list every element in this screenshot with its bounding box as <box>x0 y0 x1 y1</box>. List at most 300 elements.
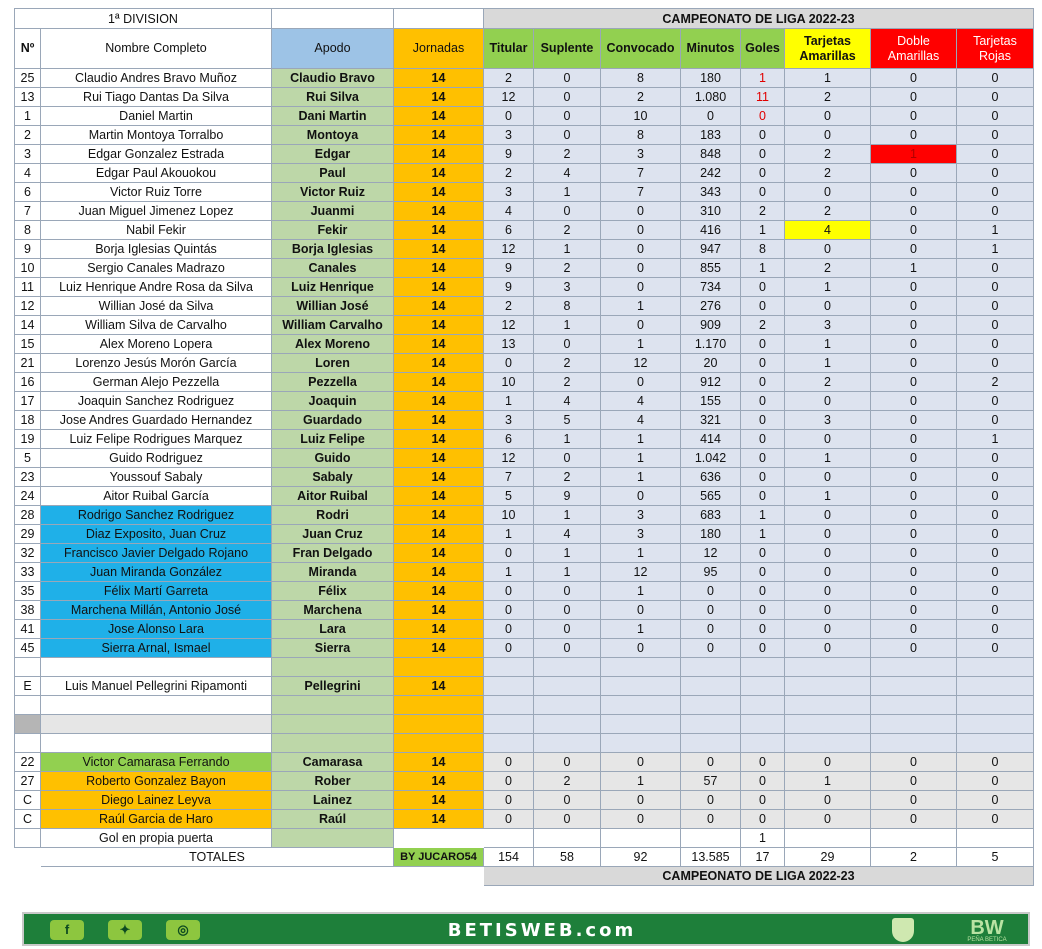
minutos-cell[interactable]: 683 <box>681 506 741 525</box>
empty-cell[interactable] <box>41 715 272 734</box>
suplente-cell[interactable]: 2 <box>534 259 601 278</box>
player-apodo[interactable]: Miranda <box>272 563 394 582</box>
totals-label[interactable]: TOTALES <box>41 848 394 867</box>
suplente-cell[interactable]: 2 <box>534 772 601 791</box>
amarillas-cell[interactable]: 2 <box>785 88 871 107</box>
player-apodo[interactable]: Willian José <box>272 297 394 316</box>
empty-cell[interactable] <box>394 9 484 29</box>
player-jornadas[interactable]: 14 <box>394 373 484 392</box>
goles-cell[interactable]: 0 <box>741 487 785 506</box>
player-full-name[interactable]: Willian José da Silva <box>41 297 272 316</box>
amarillas-cell[interactable]: 0 <box>785 620 871 639</box>
titular-cell[interactable]: 10 <box>484 506 534 525</box>
player-apodo[interactable]: Sierra <box>272 639 394 658</box>
goles-cell[interactable]: 2 <box>741 316 785 335</box>
player-jornadas[interactable]: 14 <box>394 582 484 601</box>
titular-cell[interactable]: 4 <box>484 202 534 221</box>
suplente-cell[interactable]: 0 <box>534 753 601 772</box>
convocado-cell[interactable]: 0 <box>601 753 681 772</box>
amarillas-cell[interactable]: 1 <box>785 335 871 354</box>
player-jornadas[interactable]: 14 <box>394 544 484 563</box>
player-number[interactable]: 25 <box>15 69 41 88</box>
col-header-minutos[interactable]: Minutos <box>681 29 741 69</box>
amarillas-cell[interactable]: 0 <box>785 183 871 202</box>
goles-cell[interactable]: 0 <box>741 354 785 373</box>
player-number[interactable]: C <box>15 791 41 810</box>
suplente-cell[interactable]: 1 <box>534 506 601 525</box>
rojas-cell[interactable]: 0 <box>957 487 1034 506</box>
titular-cell[interactable]: 13 <box>484 335 534 354</box>
doble-amarillas-cell[interactable]: 0 <box>871 753 957 772</box>
minutos-cell[interactable]: 276 <box>681 297 741 316</box>
rojas-cell[interactable]: 1 <box>957 221 1034 240</box>
player-jornadas[interactable]: 14 <box>394 69 484 88</box>
player-jornadas[interactable]: 14 <box>394 354 484 373</box>
amarillas-cell[interactable]: 2 <box>785 145 871 164</box>
titular-cell[interactable]: 6 <box>484 430 534 449</box>
titular-cell[interactable]: 12 <box>484 316 534 335</box>
empty-cell[interactable] <box>41 867 272 886</box>
player-full-name[interactable]: Claudio Andres Bravo Muñoz <box>41 69 272 88</box>
minutos-cell[interactable]: 947 <box>681 240 741 259</box>
goles-cell[interactable]: 0 <box>741 810 785 829</box>
doble-amarillas-cell[interactable]: 0 <box>871 392 957 411</box>
amarillas-cell[interactable]: 0 <box>785 582 871 601</box>
empty-cell[interactable] <box>394 696 484 715</box>
goles-cell[interactable]: 0 <box>741 639 785 658</box>
empty-cell[interactable] <box>534 658 601 677</box>
player-number[interactable]: 14 <box>15 316 41 335</box>
player-full-name[interactable]: Francisco Javier Delgado Rojano <box>41 544 272 563</box>
goles-cell[interactable]: 0 <box>741 411 785 430</box>
amarillas-cell[interactable]: 0 <box>785 240 871 259</box>
player-jornadas[interactable]: 14 <box>394 297 484 316</box>
minutos-cell[interactable]: 0 <box>681 753 741 772</box>
empty-cell[interactable] <box>534 829 601 848</box>
titular-cell[interactable]: 12 <box>484 240 534 259</box>
convocado-cell[interactable]: 2 <box>601 88 681 107</box>
player-apodo[interactable]: Paul <box>272 164 394 183</box>
minutos-cell[interactable]: 0 <box>681 107 741 126</box>
minutos-cell[interactable]: 95 <box>681 563 741 582</box>
doble-amarillas-cell[interactable]: 0 <box>871 468 957 487</box>
empty-cell[interactable] <box>41 696 272 715</box>
player-jornadas[interactable]: 14 <box>394 259 484 278</box>
convocado-cell[interactable]: 1 <box>601 582 681 601</box>
rojas-cell[interactable]: 0 <box>957 506 1034 525</box>
empty-cell[interactable] <box>957 696 1034 715</box>
minutos-cell[interactable]: 565 <box>681 487 741 506</box>
player-apodo[interactable]: Lainez <box>272 791 394 810</box>
suplente-cell[interactable]: 2 <box>534 145 601 164</box>
player-apodo[interactable]: Joaquin <box>272 392 394 411</box>
titular-cell[interactable]: 9 <box>484 278 534 297</box>
doble-amarillas-cell[interactable]: 0 <box>871 620 957 639</box>
convocado-cell[interactable]: 7 <box>601 183 681 202</box>
empty-cell[interactable] <box>15 848 41 867</box>
empty-cell[interactable] <box>15 734 41 753</box>
amarillas-cell[interactable]: 0 <box>785 544 871 563</box>
rojas-cell[interactable]: 0 <box>957 335 1034 354</box>
doble-amarillas-cell[interactable]: 0 <box>871 354 957 373</box>
titular-cell[interactable]: 0 <box>484 791 534 810</box>
player-jornadas[interactable]: 14 <box>394 468 484 487</box>
empty-cell[interactable] <box>534 696 601 715</box>
minutos-cell[interactable]: 734 <box>681 278 741 297</box>
player-full-name[interactable]: Edgar Paul Akouokou <box>41 164 272 183</box>
player-jornadas[interactable]: 14 <box>394 639 484 658</box>
player-jornadas[interactable]: 14 <box>394 183 484 202</box>
rojas-cell[interactable]: 0 <box>957 639 1034 658</box>
rojas-cell[interactable]: 0 <box>957 297 1034 316</box>
player-full-name[interactable]: Guido Rodriguez <box>41 449 272 468</box>
goles-cell[interactable]: 0 <box>741 430 785 449</box>
player-full-name[interactable]: Sergio Canales Madrazo <box>41 259 272 278</box>
player-number[interactable]: 1 <box>15 107 41 126</box>
suplente-cell[interactable]: 8 <box>534 297 601 316</box>
amarillas-cell[interactable]: 1 <box>785 772 871 791</box>
empty-cell[interactable] <box>394 715 484 734</box>
player-jornadas[interactable]: 14 <box>394 335 484 354</box>
rojas-cell[interactable]: 0 <box>957 316 1034 335</box>
doble-amarillas-cell[interactable]: 0 <box>871 335 957 354</box>
suplente-cell[interactable]: 4 <box>534 164 601 183</box>
amarillas-cell[interactable]: 3 <box>785 411 871 430</box>
empty-cell[interactable] <box>272 734 394 753</box>
player-apodo[interactable]: Fran Delgado <box>272 544 394 563</box>
player-full-name[interactable]: Youssouf Sabaly <box>41 468 272 487</box>
player-apodo[interactable]: Guardado <box>272 411 394 430</box>
empty-cell[interactable] <box>484 696 534 715</box>
empty-cell[interactable] <box>601 677 681 696</box>
minutos-cell[interactable]: 321 <box>681 411 741 430</box>
empty-cell[interactable] <box>484 829 534 848</box>
amarillas-cell[interactable]: 2 <box>785 202 871 221</box>
suplente-cell[interactable]: 0 <box>534 620 601 639</box>
convocado-cell[interactable]: 1 <box>601 544 681 563</box>
doble-amarillas-cell[interactable]: 0 <box>871 430 957 449</box>
amarillas-cell[interactable]: 2 <box>785 373 871 392</box>
col-header-titular[interactable]: Titular <box>484 29 534 69</box>
goles-cell[interactable]: 11 <box>741 88 785 107</box>
convocado-cell[interactable]: 8 <box>601 69 681 88</box>
doble-amarillas-cell[interactable]: 0 <box>871 411 957 430</box>
doble-amarillas-cell[interactable]: 0 <box>871 544 957 563</box>
rojas-cell[interactable]: 0 <box>957 88 1034 107</box>
minutos-cell[interactable]: 0 <box>681 601 741 620</box>
totals-credit[interactable]: BY JUCARO54 <box>394 848 484 867</box>
amarillas-cell[interactable]: 0 <box>785 601 871 620</box>
suplente-cell[interactable]: 2 <box>534 221 601 240</box>
goles-cell[interactable]: 1 <box>741 69 785 88</box>
titular-cell[interactable]: 0 <box>484 582 534 601</box>
player-number[interactable]: 32 <box>15 544 41 563</box>
player-number[interactable]: 23 <box>15 468 41 487</box>
player-apodo[interactable]: Luiz Henrique <box>272 278 394 297</box>
doble-amarillas-cell[interactable]: 0 <box>871 810 957 829</box>
player-full-name[interactable]: Marchena Millán, Antonio José <box>41 601 272 620</box>
empty-cell[interactable] <box>957 829 1034 848</box>
minutos-cell[interactable]: 12 <box>681 544 741 563</box>
goles-cell[interactable]: 0 <box>741 620 785 639</box>
player-number[interactable]: 27 <box>15 772 41 791</box>
player-jornadas[interactable]: 14 <box>394 240 484 259</box>
col-header-suplente[interactable]: Suplente <box>534 29 601 69</box>
titular-cell[interactable]: 2 <box>484 69 534 88</box>
titular-cell[interactable]: 6 <box>484 221 534 240</box>
empty-cell[interactable] <box>957 677 1034 696</box>
minutos-cell[interactable]: 1.170 <box>681 335 741 354</box>
minutos-cell[interactable]: 343 <box>681 183 741 202</box>
convocado-cell[interactable]: 4 <box>601 392 681 411</box>
empty-cell[interactable] <box>681 829 741 848</box>
player-apodo[interactable]: Rui Silva <box>272 88 394 107</box>
empty-cell[interactable] <box>741 715 785 734</box>
doble-amarillas-cell[interactable]: 0 <box>871 791 957 810</box>
player-number[interactable]: 7 <box>15 202 41 221</box>
amarillas-cell[interactable]: 4 <box>785 221 871 240</box>
player-apodo[interactable]: Rodri <box>272 506 394 525</box>
amarillas-cell[interactable]: 1 <box>785 487 871 506</box>
empty-cell[interactable] <box>601 829 681 848</box>
total-amarillas[interactable]: 29 <box>785 848 871 867</box>
empty-cell[interactable] <box>681 734 741 753</box>
own-goal-label[interactable]: Gol en propia puerta <box>41 829 272 848</box>
rojas-cell[interactable]: 0 <box>957 69 1034 88</box>
player-apodo[interactable]: Rober <box>272 772 394 791</box>
player-number[interactable]: 15 <box>15 335 41 354</box>
titular-cell[interactable]: 7 <box>484 468 534 487</box>
goles-cell[interactable]: 1 <box>741 259 785 278</box>
goles-cell[interactable]: 0 <box>741 468 785 487</box>
suplente-cell[interactable]: 1 <box>534 183 601 202</box>
empty-cell[interactable] <box>785 734 871 753</box>
empty-cell[interactable] <box>394 658 484 677</box>
col-header-num[interactable]: Nº <box>15 29 41 69</box>
goles-cell[interactable]: 0 <box>741 544 785 563</box>
amarillas-cell[interactable]: 0 <box>785 430 871 449</box>
rojas-cell[interactable]: 0 <box>957 164 1034 183</box>
suplente-cell[interactable]: 0 <box>534 202 601 221</box>
rojas-cell[interactable]: 0 <box>957 183 1034 202</box>
empty-cell[interactable] <box>484 677 534 696</box>
player-number[interactable]: 17 <box>15 392 41 411</box>
player-jornadas[interactable]: 14 <box>394 563 484 582</box>
coach-marker[interactable]: E <box>15 677 41 696</box>
amarillas-cell[interactable]: 0 <box>785 791 871 810</box>
amarillas-cell[interactable]: 0 <box>785 107 871 126</box>
col-header-apodo[interactable]: Apodo <box>272 29 394 69</box>
goles-cell[interactable]: 0 <box>741 772 785 791</box>
player-apodo[interactable]: Marchena <box>272 601 394 620</box>
empty-cell[interactable] <box>681 677 741 696</box>
empty-cell[interactable] <box>534 734 601 753</box>
rojas-cell[interactable]: 0 <box>957 107 1034 126</box>
minutos-cell[interactable]: 180 <box>681 525 741 544</box>
player-number[interactable]: 4 <box>15 164 41 183</box>
total-convocado[interactable]: 92 <box>601 848 681 867</box>
goles-cell[interactable]: 8 <box>741 240 785 259</box>
suplente-cell[interactable]: 0 <box>534 126 601 145</box>
empty-cell[interactable] <box>41 734 272 753</box>
rojas-cell[interactable]: 0 <box>957 753 1034 772</box>
player-full-name[interactable]: Jose Alonso Lara <box>41 620 272 639</box>
empty-cell[interactable] <box>601 715 681 734</box>
empty-cell[interactable] <box>741 677 785 696</box>
empty-cell[interactable] <box>15 829 41 848</box>
player-number[interactable]: 21 <box>15 354 41 373</box>
doble-amarillas-cell[interactable]: 0 <box>871 639 957 658</box>
convocado-cell[interactable]: 12 <box>601 354 681 373</box>
minutos-cell[interactable]: 848 <box>681 145 741 164</box>
player-jornadas[interactable]: 14 <box>394 316 484 335</box>
rojas-cell[interactable]: 0 <box>957 582 1034 601</box>
coach-full-name[interactable]: Luis Manuel Pellegrini Ripamonti <box>41 677 272 696</box>
minutos-cell[interactable]: 0 <box>681 791 741 810</box>
amarillas-cell[interactable]: 2 <box>785 259 871 278</box>
rojas-cell[interactable]: 0 <box>957 392 1034 411</box>
titular-cell[interactable]: 0 <box>484 601 534 620</box>
player-jornadas[interactable]: 14 <box>394 430 484 449</box>
player-apodo[interactable]: Fekir <box>272 221 394 240</box>
player-number[interactable]: 5 <box>15 449 41 468</box>
minutos-cell[interactable]: 310 <box>681 202 741 221</box>
player-apodo[interactable]: Juan Cruz <box>272 525 394 544</box>
twitter-icon[interactable]: ✦ <box>108 920 142 940</box>
minutos-cell[interactable]: 636 <box>681 468 741 487</box>
total-rojas[interactable]: 5 <box>957 848 1034 867</box>
minutos-cell[interactable]: 242 <box>681 164 741 183</box>
player-full-name[interactable]: Jose Andres Guardado Hernandez <box>41 411 272 430</box>
division-title[interactable]: 1ª DIVISION <box>15 9 272 29</box>
titular-cell[interactable]: 1 <box>484 563 534 582</box>
empty-cell[interactable] <box>272 696 394 715</box>
empty-cell[interactable] <box>785 829 871 848</box>
player-apodo[interactable]: Loren <box>272 354 394 373</box>
minutos-cell[interactable]: 20 <box>681 354 741 373</box>
amarillas-cell[interactable]: 0 <box>785 126 871 145</box>
titular-cell[interactable]: 12 <box>484 88 534 107</box>
titular-cell[interactable]: 2 <box>484 164 534 183</box>
player-full-name[interactable]: William Silva de Carvalho <box>41 316 272 335</box>
col-header-jornadas[interactable]: Jornadas <box>394 29 484 69</box>
titular-cell[interactable]: 9 <box>484 145 534 164</box>
convocado-cell[interactable]: 4 <box>601 411 681 430</box>
goles-cell[interactable]: 0 <box>741 183 785 202</box>
player-apodo[interactable]: Sabaly <box>272 468 394 487</box>
amarillas-cell[interactable]: 1 <box>785 69 871 88</box>
player-number[interactable]: 38 <box>15 601 41 620</box>
rojas-cell[interactable]: 0 <box>957 525 1034 544</box>
goles-cell[interactable]: 0 <box>741 335 785 354</box>
player-apodo[interactable]: Aitor Ruibal <box>272 487 394 506</box>
player-jornadas[interactable]: 14 <box>394 126 484 145</box>
empty-cell[interactable] <box>484 715 534 734</box>
minutos-cell[interactable]: 414 <box>681 430 741 449</box>
player-full-name[interactable]: Victor Ruiz Torre <box>41 183 272 202</box>
player-jornadas[interactable]: 14 <box>394 753 484 772</box>
convocado-cell[interactable]: 0 <box>601 259 681 278</box>
player-full-name[interactable]: Juan Miguel Jimenez Lopez <box>41 202 272 221</box>
empty-cell[interactable] <box>394 867 484 886</box>
minutos-cell[interactable]: 1.042 <box>681 449 741 468</box>
goles-cell[interactable]: 0 <box>741 107 785 126</box>
player-jornadas[interactable]: 14 <box>394 772 484 791</box>
amarillas-cell[interactable]: 0 <box>785 506 871 525</box>
rojas-cell[interactable]: 0 <box>957 601 1034 620</box>
player-apodo[interactable]: Alex Moreno <box>272 335 394 354</box>
empty-cell[interactable] <box>534 715 601 734</box>
empty-cell[interactable] <box>871 696 957 715</box>
titular-cell[interactable]: 12 <box>484 449 534 468</box>
doble-amarillas-cell[interactable]: 0 <box>871 297 957 316</box>
empty-cell[interactable] <box>785 677 871 696</box>
rojas-cell[interactable]: 1 <box>957 430 1034 449</box>
convocado-cell[interactable]: 0 <box>601 810 681 829</box>
convocado-cell[interactable]: 0 <box>601 639 681 658</box>
player-full-name[interactable]: Aitor Ruibal García <box>41 487 272 506</box>
player-number[interactable]: C <box>15 810 41 829</box>
goles-cell[interactable]: 1 <box>741 506 785 525</box>
suplente-cell[interactable]: 2 <box>534 468 601 487</box>
minutos-cell[interactable]: 912 <box>681 373 741 392</box>
amarillas-cell[interactable]: 0 <box>785 753 871 772</box>
player-full-name[interactable]: Daniel Martin <box>41 107 272 126</box>
convocado-cell[interactable]: 7 <box>601 164 681 183</box>
empty-cell[interactable] <box>484 658 534 677</box>
goles-cell[interactable]: 2 <box>741 202 785 221</box>
doble-amarillas-cell[interactable]: 0 <box>871 107 957 126</box>
titular-cell[interactable]: 3 <box>484 126 534 145</box>
player-jornadas[interactable]: 14 <box>394 810 484 829</box>
empty-cell[interactable] <box>741 696 785 715</box>
suplente-cell[interactable]: 5 <box>534 411 601 430</box>
player-number[interactable]: 12 <box>15 297 41 316</box>
player-full-name[interactable]: German Alejo Pezzella <box>41 373 272 392</box>
rojas-cell[interactable]: 0 <box>957 620 1034 639</box>
minutos-cell[interactable]: 180 <box>681 69 741 88</box>
empty-cell[interactable] <box>871 677 957 696</box>
doble-amarillas-cell[interactable]: 0 <box>871 164 957 183</box>
rojas-cell[interactable]: 0 <box>957 810 1034 829</box>
player-number[interactable]: 35 <box>15 582 41 601</box>
suplente-cell[interactable]: 4 <box>534 392 601 411</box>
player-jornadas[interactable]: 14 <box>394 107 484 126</box>
minutos-cell[interactable]: 155 <box>681 392 741 411</box>
player-number[interactable]: 45 <box>15 639 41 658</box>
empty-cell[interactable] <box>957 658 1034 677</box>
doble-amarillas-cell[interactable]: 0 <box>871 449 957 468</box>
convocado-cell[interactable]: 1 <box>601 297 681 316</box>
col-header-nombre[interactable]: Nombre Completo <box>41 29 272 69</box>
rojas-cell[interactable]: 1 <box>957 240 1034 259</box>
doble-amarillas-cell[interactable]: 0 <box>871 183 957 202</box>
player-number[interactable]: 9 <box>15 240 41 259</box>
convocado-cell[interactable]: 1 <box>601 335 681 354</box>
minutos-cell[interactable]: 183 <box>681 126 741 145</box>
rojas-cell[interactable]: 0 <box>957 772 1034 791</box>
minutos-cell[interactable]: 57 <box>681 772 741 791</box>
convocado-cell[interactable]: 0 <box>601 791 681 810</box>
amarillas-cell[interactable]: 1 <box>785 354 871 373</box>
empty-cell[interactable] <box>394 734 484 753</box>
empty-cell[interactable] <box>272 829 394 848</box>
player-number[interactable]: 41 <box>15 620 41 639</box>
doble-amarillas-cell[interactable]: 0 <box>871 525 957 544</box>
player-apodo[interactable]: Félix <box>272 582 394 601</box>
convocado-cell[interactable]: 0 <box>601 373 681 392</box>
goles-cell[interactable]: 0 <box>741 278 785 297</box>
